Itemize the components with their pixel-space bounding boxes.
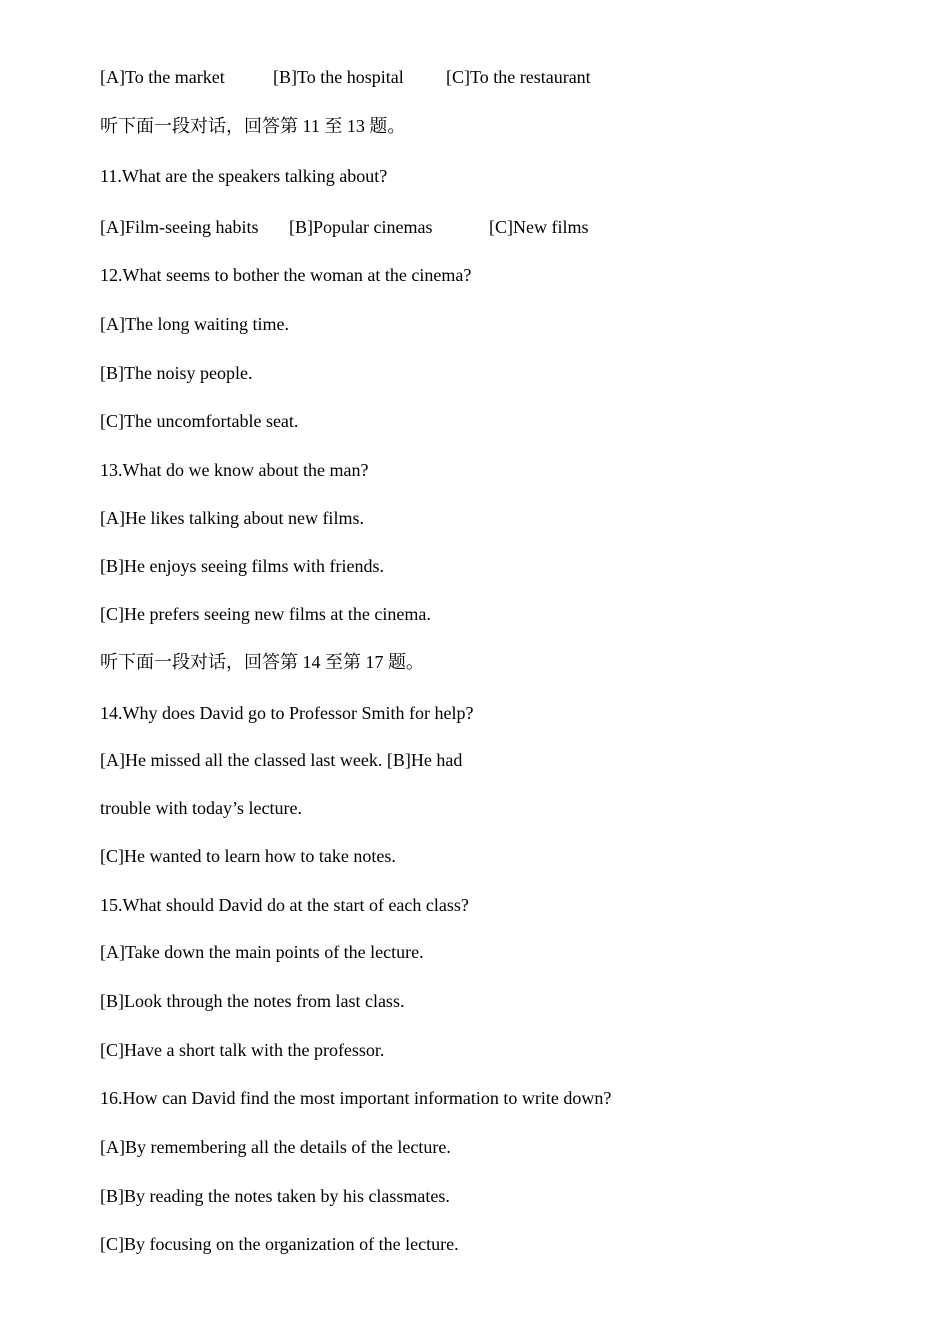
q16-question: 16.How can David find the most important information to write down? bbox=[100, 1088, 612, 1108]
q11-option-a: [A]Film-seeing habits bbox=[100, 217, 259, 237]
q11-question: 11.What are the speakers talking about? bbox=[100, 166, 388, 186]
q16-option-a: [A]By remembering all the details of the lecture. bbox=[100, 1137, 451, 1157]
q11-option-b: [B]Popular cinemas bbox=[289, 217, 433, 237]
q12-question: 12.What seems to bother the woman at the cinema? bbox=[100, 265, 472, 285]
q13-question: 13.What do we know about the man? bbox=[100, 460, 369, 480]
q14-option-ab-line1: [A]He missed all the classed last week. [B]He had bbox=[100, 750, 463, 770]
q15-option-b: [B]Look through the notes from last class. bbox=[100, 991, 405, 1011]
section-instruction-14-17: 听下面一段对话，回答第 14 至第 17 题。 bbox=[100, 652, 424, 672]
q12-option-a: [A]The long waiting time. bbox=[100, 314, 289, 334]
q13-option-c: [C]He prefers seeing new films at the cinema. bbox=[100, 604, 431, 624]
q15-option-c: [C]Have a short talk with the professor. bbox=[100, 1040, 385, 1060]
q10-option-c: [C]To the restaurant bbox=[446, 67, 591, 87]
q14-question: 14.Why does David go to Professor Smith for help? bbox=[100, 703, 474, 723]
q16-option-c: [C]By focusing on the organization of the lecture. bbox=[100, 1234, 459, 1254]
q15-question: 15.What should David do at the start of each class? bbox=[100, 895, 469, 915]
q12-option-c: [C]The uncomfortable seat. bbox=[100, 411, 299, 431]
section-instruction-11-13: 听下面一段对话，回答第 11 至 13 题。 bbox=[100, 116, 406, 136]
q13-option-b: [B]He enjoys seeing films with friends. bbox=[100, 556, 384, 576]
q16-option-b: [B]By reading the notes taken by his classmates. bbox=[100, 1186, 450, 1206]
q12-option-b: [B]The noisy people. bbox=[100, 363, 253, 383]
q14-option-ab-line2: trouble with today’s lecture. bbox=[100, 798, 302, 818]
q11-option-c: [C]New films bbox=[489, 217, 589, 237]
q10-option-b: [B]To the hospital bbox=[273, 67, 404, 87]
q15-option-a: [A]Take down the main points of the lecture. bbox=[100, 942, 424, 962]
q14-option-c: [C]He wanted to learn how to take notes. bbox=[100, 846, 396, 866]
q10-option-a: [A]To the market bbox=[100, 67, 225, 87]
q13-option-a: [A]He likes talking about new films. bbox=[100, 508, 364, 528]
